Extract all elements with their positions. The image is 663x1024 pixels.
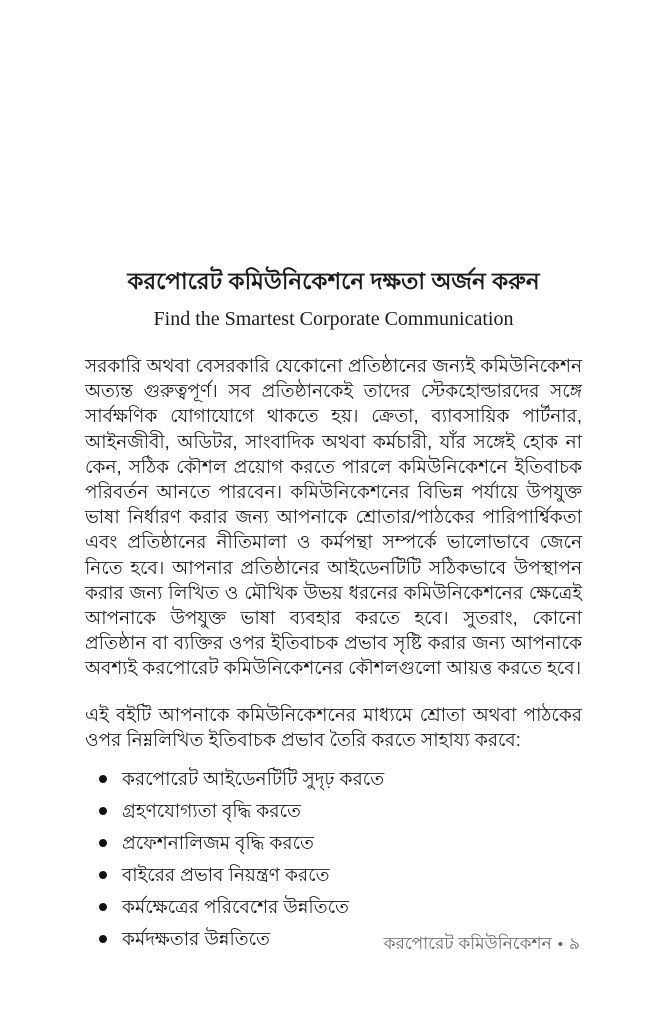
footer-page-number: ৯ bbox=[568, 934, 580, 953]
page-content bbox=[85, 0, 582, 959]
list-item bbox=[99, 895, 582, 918]
list-item bbox=[99, 767, 582, 790]
page-footer bbox=[384, 933, 580, 956]
list-item-label: বাইরের প্রভাব নিয়ন্ত্রণ করতে bbox=[122, 864, 330, 886]
bullet-icon bbox=[99, 871, 107, 879]
list-item bbox=[99, 831, 582, 854]
list-item-label: কর্মদক্ষতার উন্নতিতে bbox=[122, 928, 270, 950]
list-item bbox=[99, 799, 582, 822]
bullet-icon bbox=[99, 807, 107, 815]
list-item-label: কর্মক্ষেত্রের পরিবেশের উন্নতিতে bbox=[122, 896, 349, 918]
footer-book-title: করপোরেট কমিউনিকেশন bbox=[383, 934, 552, 953]
page-title: করপোরেট কমিউনিকেশনে দক্ষতা অর্জন করুন bbox=[127, 268, 540, 294]
bullet-icon bbox=[99, 775, 107, 783]
footer-separator-icon: • bbox=[557, 936, 563, 953]
list-item bbox=[99, 863, 582, 886]
benefits-list bbox=[85, 767, 582, 950]
list-item-label: গ্রহণযোগ্যতা বৃদ্ধি করতে bbox=[122, 800, 301, 822]
page-subtitle: Find the Smartest Corporate Communication bbox=[153, 308, 514, 330]
list-item-label: করপোরেট আইডেনটিটি সুদৃঢ় করতে bbox=[122, 768, 385, 790]
list-intro-paragraph: এই বইটি আপনাকে কমিউনিকেশনের মাধ্যমে শ্রোতা অথবা পাঠকের ওপর নিম্নলিখিত ইতিবাচক প্রভাব তৈরি করতে সাহায্য করবে: bbox=[85, 703, 582, 750]
bullet-icon bbox=[99, 935, 107, 943]
list-item-label: প্রফেশনালিজম বৃদ্ধি করতে bbox=[122, 832, 314, 854]
bullet-icon bbox=[99, 903, 107, 911]
intro-paragraph: সরকারি অথবা বেসরকারি যেকোনো প্রতিষ্ঠানের জন্যই কমিউনিকেশন অত্যন্ত গুরুত্বপূর্ণ। সব প্রতিষ্ঠানকেই তাদের স্টেকহোল্ডারদের সঙ্গে সার্বক্ষণিক যোগাযোগে থাকতে হয়। ক্রেতা, ব্যাবসায়িক পার্টনার, আইনজীবী, অডিটর, সাংবাদিক অথবা কর্মচারী, যাঁর সঙ্গেই হোক না কেন, সঠিক কৌশল প্রয়োগ করতে পারলে কমিউনিকেশনে ইতিবাচক পরিবর্তন আনতে পারবেন। কমিউনিকেশনের বিভিন্ন পর্যায়ে উপযুক্ত ভাষা নির্ধারণ করার জন্য আপনাকে শ্রোতার/পাঠকের পারিপার্শ্বিকতা এবং প্রতিষ্ঠানের নীতিমালা ও কর্মপন্থা সম্পর্কে ভালোভাবে জেনে নিতে হবে। আপনার প্রতিষ্ঠানের আইডেনটিটি সঠিকভাবে উপস্থাপন করার জন্য লিখিত ও মৌখিক উভয় ধরনের কমিউনিকেশনের ক্ষেত্রেই আপনাকে উপযুক্ত ভাষা ব্যবহার করতে হবে। সুতরাং, কোনো প্রতিষ্ঠান বা ব্যক্তির ওপর ইতিবাচক প্রভাব সৃষ্টি করার জন্য আপনাকে অবশ্যই করপোরেট কমিউনিকেশনের কৌশলগুলো আয়ত্ত করতে হবে। bbox=[85, 355, 582, 679]
bullet-icon bbox=[99, 839, 107, 847]
